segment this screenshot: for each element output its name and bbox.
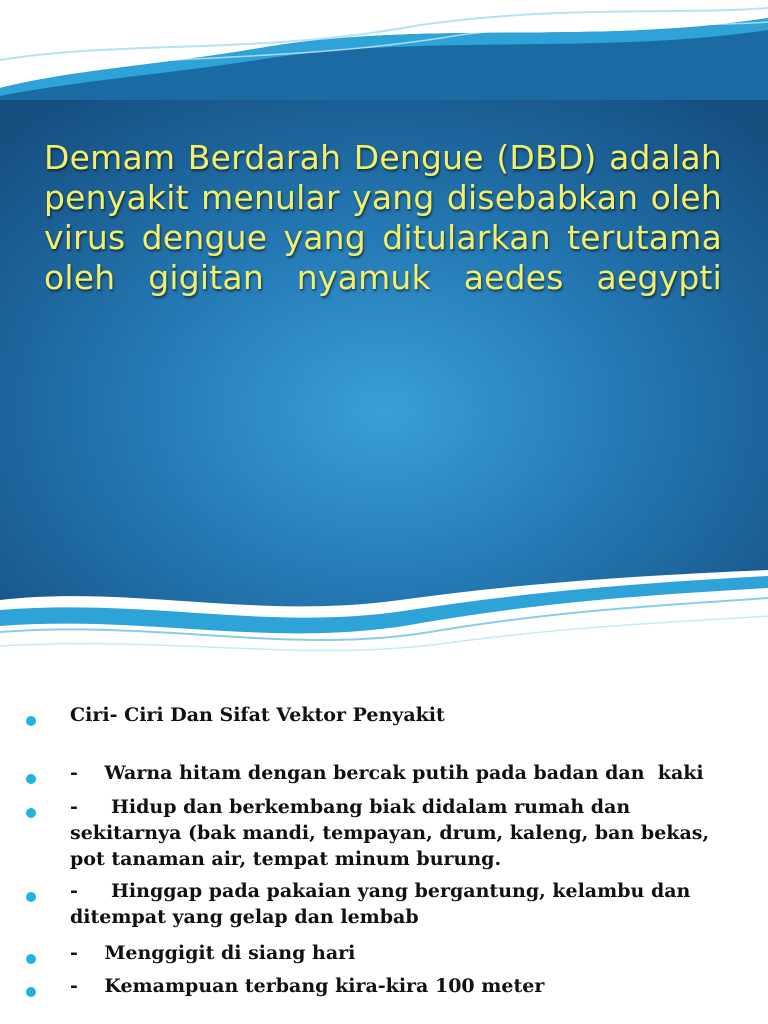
- list-item-text: - Kemampuan terbang kira-kira 100 meter: [70, 975, 545, 997]
- slide-content: [0, 662, 768, 1024]
- list-item: [48, 878, 738, 930]
- list-item: [48, 702, 738, 728]
- list-item: [48, 794, 738, 872]
- bullet-icon: [26, 987, 36, 997]
- slide-title-text: Demam Berdarah Dengue (DBD) adalah penyakit menular yang disebabkan oleh virus dengue yang ditularkan terutama oleh gigitan nyamuk aedes aegypti: [44, 138, 722, 297]
- list-item: [48, 940, 738, 966]
- bullet-icon: [26, 892, 36, 902]
- list-item-text: - Menggigit di siang hari: [70, 942, 356, 964]
- list-item-text: Ciri- Ciri Dan Sifat Vektor Penyakit: [70, 704, 445, 726]
- list-item: [48, 760, 738, 786]
- bottom-wave-decoration: [0, 570, 768, 662]
- list-item-text: - Hinggap pada pakaian yang bergantung, kelambu dan ditempat yang gelap dan lembab: [70, 880, 697, 928]
- bullet-icon: [26, 774, 36, 784]
- list-item-text: - Warna hitam dengan bercak putih pada badan dan kaki: [70, 762, 704, 784]
- bullet-icon: [26, 716, 36, 726]
- bullet-icon: [26, 954, 36, 964]
- list-item-text: - Hidup dan berkembang biak didalam rumah dan sekitarnya (bak mandi, tempayan, drum, kaleng, ban bekas, pot tanaman air, tempat minum burung.: [70, 796, 716, 870]
- list-item: [48, 973, 738, 999]
- top-wave-decoration: [0, 0, 768, 100]
- bullet-icon: [26, 808, 36, 818]
